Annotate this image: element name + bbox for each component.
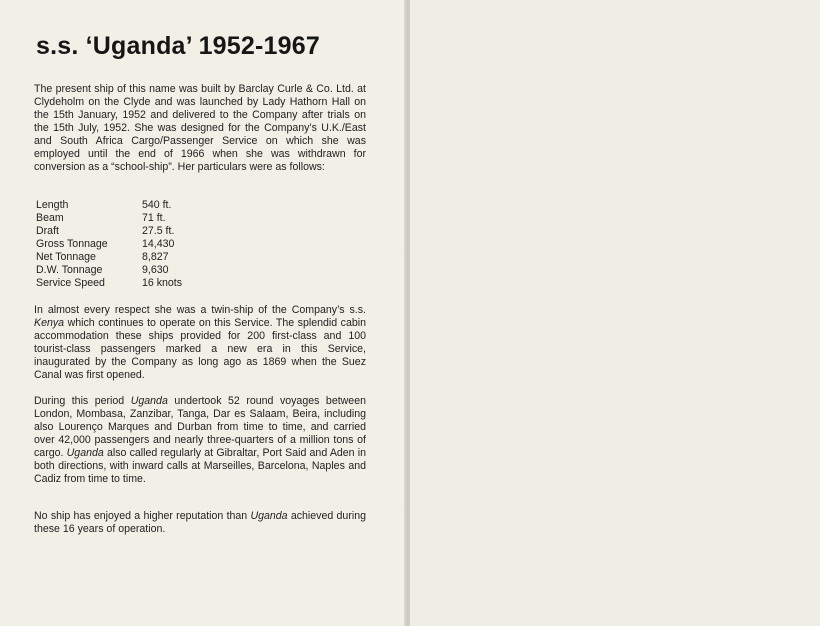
left-page [0, 0, 408, 626]
particulars-row [36, 225, 256, 238]
right-page [410, 0, 820, 626]
twin-ship-paragraph [34, 304, 366, 382]
particulars-body [36, 199, 256, 290]
particular-label: Service Speed [36, 277, 105, 289]
particular-value: 14,430 [142, 238, 175, 250]
para2-after: which continues to operate on this Service. The splendid cabin accommodation these ships provided for 200 first-class and 100 tourist-class passengers marked a new era in this Service, inaugurated by the Company as long ago as 1869 when the Suez Canal was first opened. [34, 317, 366, 381]
particular-label: Draft [36, 225, 59, 237]
para3-part-c: also called regularly at Gibraltar, Port Said and Aden in both directions, with inward calls at Marseilles, Barcelona, Naples and Cadiz from time to time. [34, 447, 367, 485]
intro-paragraph: The present ship of this name was built by Barclay Curle & Co. Ltd. at Clydeholm on the Clyde and was launched by Lady Hathorn Hall on the 15th January, 1952 and delivered to the Company after trials on the 15th July, 1952. She was designed for the Company’s U.K./East and South Africa Cargo/Passenger Service on which she was employed until the end of 1966 when she was withdrawn for conversion as a “school-ship”. Her particulars were as follows: [34, 83, 366, 173]
particulars-table [36, 199, 256, 290]
particular-label: Net Tonnage [36, 251, 96, 263]
reputation-paragraph [34, 510, 366, 536]
voyages-paragraph [34, 395, 366, 486]
para3-part-a: During this period [34, 395, 131, 407]
particulars-row [36, 277, 256, 290]
particulars-row [36, 238, 256, 251]
para3-part-b: undertook 52 round voyages between London, Mombasa, Zanzibar, Tanga, Dar es Salaam, Beira, including also Lourenço Marques and Durban from time to time, and carried over 42,000 passengers and nearly three-quarters of a million tons of cargo. [34, 395, 366, 459]
particulars-row [36, 212, 256, 225]
particular-value: 8,827 [142, 251, 169, 263]
ship-name-uganda: Uganda [66, 447, 104, 459]
para4-before: No ship has enjoyed a higher reputation than [34, 510, 251, 522]
particular-value: 27.5 ft. [142, 225, 175, 237]
para2-before: In almost every respect she was a twin-ship of the Company’s s.s. [34, 304, 366, 316]
particulars-row [36, 264, 256, 277]
particular-value: 71 ft. [142, 212, 166, 224]
ship-name-uganda: Uganda [250, 510, 288, 522]
ship-name-kenya: Kenya [34, 317, 65, 329]
particular-label: Beam [36, 212, 64, 224]
page-title: s.s. ‘Uganda’ 1952-1967 [36, 32, 320, 60]
para4-after: achieved during these 16 years of operation. [34, 510, 366, 535]
particulars-row [36, 251, 256, 264]
particulars-row [36, 199, 256, 212]
ship-name-uganda: Uganda [130, 395, 168, 407]
particular-label: D.W. Tonnage [36, 264, 103, 276]
particular-value: 16 knots [142, 277, 183, 289]
particular-value: 9,630 [142, 264, 169, 276]
particular-label: Gross Tonnage [36, 238, 108, 250]
particular-value: 540 ft. [142, 199, 172, 211]
particular-label: Length [36, 199, 69, 211]
